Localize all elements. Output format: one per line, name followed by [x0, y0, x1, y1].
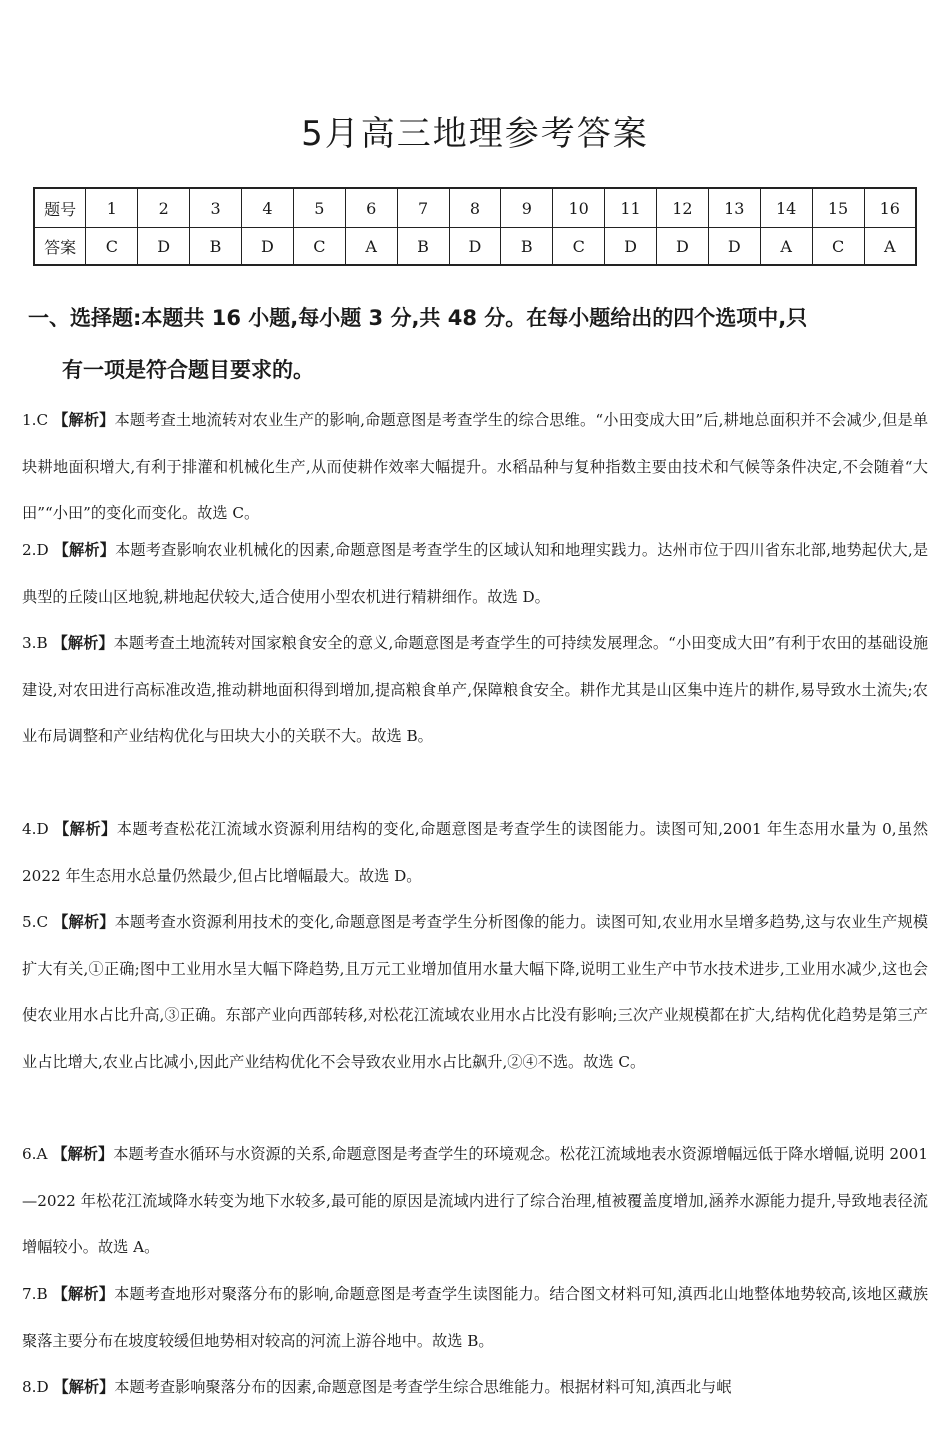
analysis-tag: 【解析】 [53, 541, 116, 559]
answer-label-cell: 答案 [34, 228, 86, 266]
explanation-item [22, 1271, 928, 1364]
explanation-item [22, 397, 928, 537]
answer-cell: D [708, 228, 760, 266]
explanation-text: 本题考查土地流转对国家粮食安全的意义,命题意图是考查学生的可持续发展理念。“小田变成大田”有利于农田的基础设施建设,对农田进行高标准改造,推动耕地面积得到增加,提高粮食单产,保障粮食安全。耕作尤其是山区集中连片的耕作,易导致水土流失;农业布局调整和产业结构优化与田块大小的关联不大。故选 B。 [22, 634, 929, 745]
answer-cell: C [553, 228, 605, 266]
explanation-text: 本题考查水循环与水资源的关系,命题意图是考查学生的环境观念。松花江流域地表水资源增幅远低于降水增幅,说明 2001—2022 年松花江流域降水转变为地下水较多,最可能的原因是流域内进行了综合治理,植被覆盖度增加,涵养水源能力提升,导致地表径流增幅较小。故选 A。 [22, 1145, 929, 1256]
explanation-item [22, 527, 928, 620]
answer-cell: C [293, 228, 345, 266]
answer-cell: B [501, 228, 553, 266]
question-number-cell: 3 [190, 188, 242, 228]
analysis-tag: 【解析】 [52, 634, 114, 652]
page-title: 5月高三地理参考答案 [301, 114, 649, 154]
question-number: 8.D [22, 1378, 49, 1396]
table-row-numbers [34, 188, 916, 228]
section-heading-line-2: 有一项是符合题目要求的。 [62, 358, 314, 382]
explanation-text: 本题考查松花江流域水资源利用结构的变化,命题意图是考查学生的读图能力。读图可知,2001 年生态用水量为 0,虽然 2022 年生态用水总量仍然最少,但占比增幅最大。故选 D。 [22, 820, 929, 885]
answer-cell: A [345, 228, 397, 266]
section-heading-line-1: 一、选择题:本题共 16 小题,每小题 3 分,共 48 分。在每小题给出的四个选项中,只 [28, 306, 808, 330]
analysis-tag: 【解析】 [53, 1378, 115, 1396]
answer-cell: D [242, 228, 294, 266]
explanation-text: 本题考查影响聚落分布的因素,命题意图是考查学生综合思维能力。根据材料可知,滇西北与岷 [114, 1378, 732, 1396]
explanation-text: 本题考查地形对聚落分布的影响,命题意图是考查学生读图能力。结合图文材料可知,滇西北山地整体地势较高,该地区藏族聚落主要分布在坡度较缓但地势相对较高的河流上游谷地中。故选 B。 [22, 1285, 929, 1350]
analysis-tag: 【解析】 [53, 913, 115, 931]
question-number-cell: 16 [864, 188, 916, 228]
answer-cell: C [86, 228, 138, 266]
question-number: 1.C [22, 411, 49, 429]
answer-cell: B [397, 228, 449, 266]
question-number: 5.C [22, 913, 49, 931]
question-number-cell: 12 [657, 188, 709, 228]
answer-cell: C [812, 228, 864, 266]
question-number: 3.B [22, 634, 48, 652]
answer-cell: B [190, 228, 242, 266]
answer-cell: A [864, 228, 916, 266]
question-number-cell: 6 [345, 188, 397, 228]
explanation-text: 本题考查水资源利用技术的变化,命题意图是考查学生分析图像的能力。读图可知,农业用水呈增多趋势,这与农业生产规模扩大有关,①正确;图中工业用水呈大幅下降趋势,且万元工业增加值用水量大幅下降,说明工业生产中节水技术进步,工业用水减少,这也会使农业用水占比升高,③正确。东部产业向西部转移,对松花江流域农业用水占比没有影响;三次产业规模都在扩大,结构优化趋势是第三产业占比增大,农业占比减小,因此产业结构优化不会导致农业用水占比飙升,②④不选。故选 C。 [22, 913, 929, 1071]
question-number-cell: 1 [86, 188, 138, 228]
question-number-cell: 8 [449, 188, 501, 228]
section-heading [28, 292, 928, 396]
question-number: 7.B [22, 1285, 48, 1303]
analysis-tag: 【解析】 [52, 1145, 114, 1163]
question-number-cell: 9 [501, 188, 553, 228]
question-number-cell: 5 [293, 188, 345, 228]
analysis-tag: 【解析】 [53, 411, 115, 429]
explanation-item [22, 899, 928, 1085]
analysis-tag: 【解析】 [52, 1285, 115, 1303]
question-number: 2.D [22, 541, 49, 559]
question-number-cell: 14 [760, 188, 812, 228]
table-row-answers [34, 228, 916, 266]
explanation-text: 本题考查影响农业机械化的因素,命题意图是考查学生的区域认知和地理实践力。达州市位于四川省东北部,地势起伏大,是典型的丘陵山区地貌,耕地起伏较大,适合使用小型农机进行精耕细作。故选 D。 [22, 541, 929, 606]
answer-cell: D [138, 228, 190, 266]
question-number: 4.D [22, 820, 49, 838]
question-number-cell: 7 [397, 188, 449, 228]
answer-cell: D [449, 228, 501, 266]
analysis-tag: 【解析】 [54, 820, 117, 838]
question-number-cell: 2 [138, 188, 190, 228]
question-number-cell: 13 [708, 188, 760, 228]
explanation-item [22, 1131, 928, 1271]
question-number-cell: 4 [242, 188, 294, 228]
question-number-cell: 11 [605, 188, 657, 228]
answer-cell: D [605, 228, 657, 266]
explanation-item [22, 806, 928, 899]
answer-table [33, 187, 917, 266]
explanation-item [22, 620, 928, 760]
answer-cell: D [657, 228, 709, 266]
explanation-text: 本题考查土地流转对农业生产的影响,命题意图是考查学生的综合思维。“小田变成大田”后,耕地总面积并不会减少,但是单块耕地面积增大,有利于排灌和机械化生产,从而使耕作效率大幅提升。水稻品种与复种指数主要由技术和气候等条件决定,不会随着“大田”“小田”的变化而变化。故选 C。 [22, 411, 929, 522]
question-number: 6.A [22, 1145, 48, 1163]
header-label-cell: 题号 [34, 188, 86, 228]
question-number-cell: 15 [812, 188, 864, 228]
question-number-cell: 10 [553, 188, 605, 228]
answer-cell: A [760, 228, 812, 266]
explanation-item [22, 1364, 928, 1411]
